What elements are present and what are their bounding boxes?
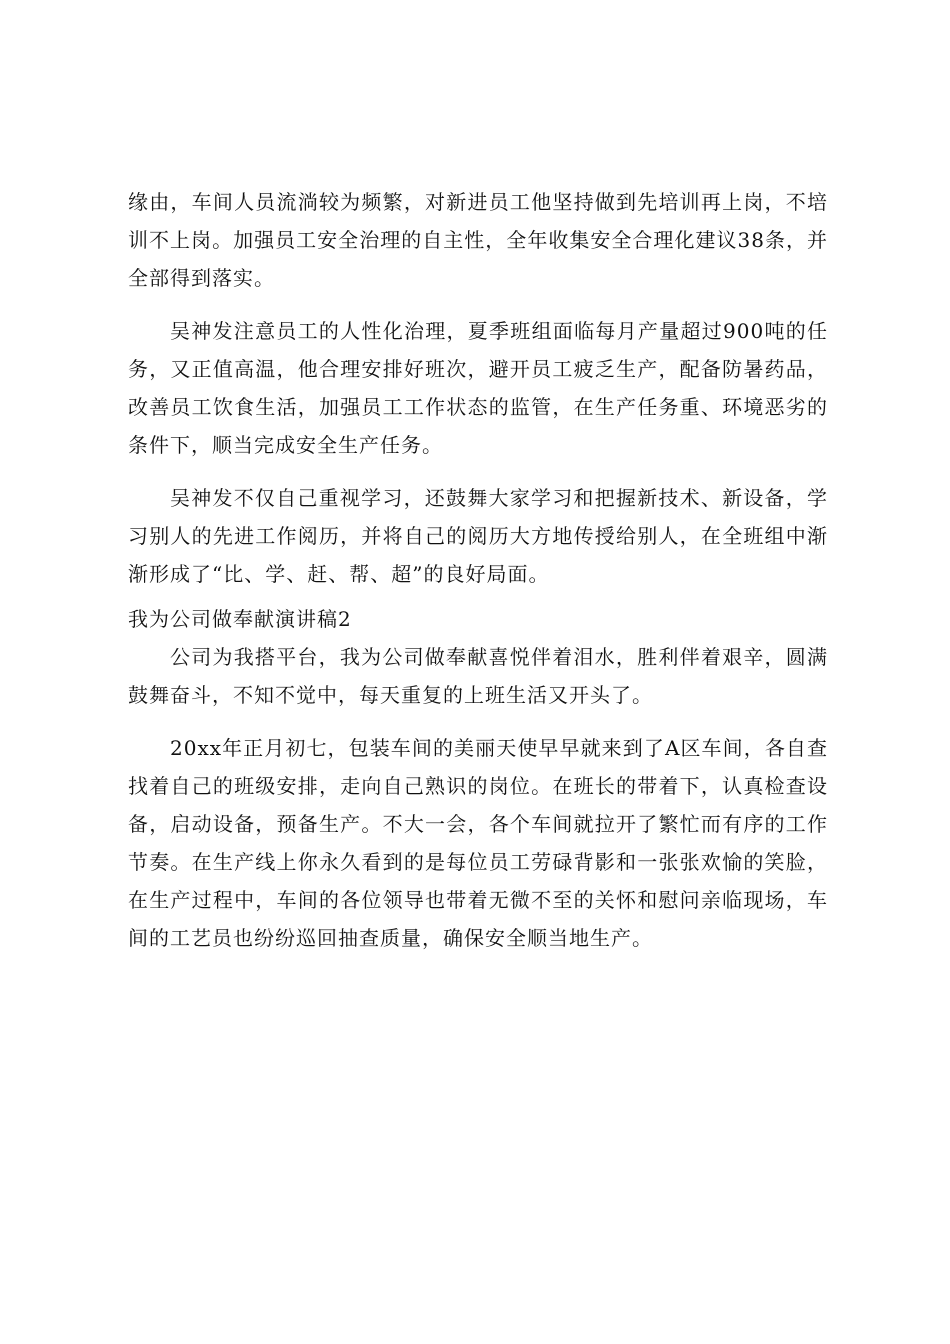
paragraph-workshop: 20xx年正月初七，包装车间的美丽天使早早就来到了A区车间，各自查找着自己的班级安排，走向自己熟识的岗位。在班长的带着下，认真检查设备，启动设备，预备生产。不大一会，各个车间就拉开了繁忙而有序的工作节奏。在生产线上你永久看到的是每位员工劳碌背影和一张张欢愉的笑脸，在生产过程中，车间的各位领导也带着无微不至的关怀和慰问亲临现场，车间的工艺员也纷纷巡回抽查质量，确保安全顺当地生产。: [128, 736, 828, 950]
paragraph-platform: 公司为我搭平台，我为公司做奉献喜悦伴着泪水，胜利伴着艰辛，圆满鼓舞奋斗，不知不觉中，每天重复的上班生活又开头了。: [128, 645, 828, 707]
paragraph-learning: 吴神发不仅自己重视学习，还鼓舞大家学习和把握新技术、新设备，学习别人的先进工作阅历，并将自己的阅历大方地传授给别人，在全班组中渐渐形成了“比、学、赶、帮、超”的良好局面。: [128, 486, 828, 586]
paragraph-continued: 缘由，车间人员流淌较为频繁，对新进员工他坚持做到先培训再上岗，不培训不上岗。加强员工安全治理的自主性，全年收集安全合理化建议38条，并全部得到落实。: [128, 190, 828, 290]
paragraph-humanized-management: 吴神发注意员工的人性化治理，夏季班组面临每月产量超过900吨的任务，又正值高温，他合理安排好班次，避开员工疲乏生产，配备防暑药品，改善员工饮食生活，加强员工工作状态的监管，在生产任务重、环境恶劣的条件下，顺当完成安全生产任务。: [128, 319, 828, 457]
document-body: [128, 183, 828, 957]
section-heading: 我为公司做奉献演讲稿2: [128, 607, 352, 631]
